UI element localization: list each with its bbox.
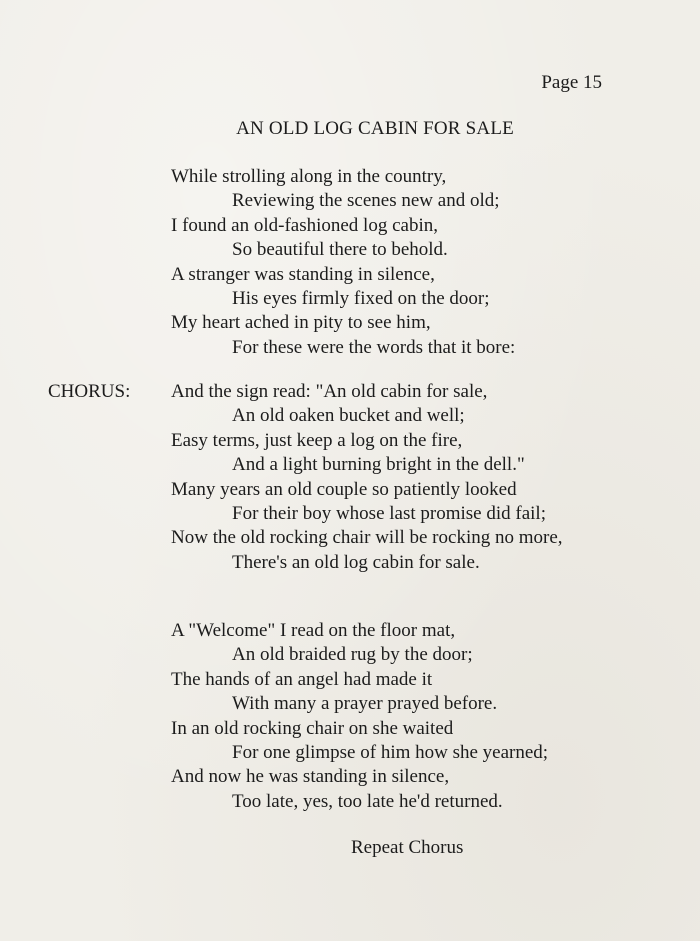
verse-line: His eyes firmly fixed on the door; — [232, 287, 490, 309]
chorus-line: And the sign read: "An old cabin for sale, — [171, 381, 488, 402]
verse-2 — [171, 619, 548, 814]
verse-1 — [171, 165, 515, 360]
verse-line: For one glimpse of him how she yearned; — [232, 741, 549, 763]
verse-line: With many a prayer prayed before. — [232, 693, 498, 715]
chorus-label: CHORUS: — [48, 381, 131, 402]
chorus-line: Now the old rocking chair will be rocking no more, — [171, 527, 563, 549]
chorus-line: An old oaken bucket and well; — [232, 405, 465, 427]
chorus — [171, 380, 563, 575]
chorus-line: And a light burning bright in the dell." — [232, 454, 525, 476]
verse-line: In an old rocking chair on she waited — [171, 717, 454, 739]
verse-line: Too late, yes, too late he'd returned. — [232, 790, 503, 812]
verse-line: While strolling along in the country, — [171, 166, 447, 187]
verse-line: A "Welcome" I read on the floor mat, — [171, 620, 456, 641]
verse-line: And now he was standing in silence, — [171, 766, 450, 788]
chorus-line: Easy terms, just keep a log on the fire, — [171, 429, 463, 451]
verse-line: A stranger was standing in silence, — [171, 263, 435, 285]
chorus-line: For their boy whose last promise did fail; — [232, 502, 546, 524]
verse-line: The hands of an angel had made it — [171, 668, 433, 690]
verse-line: An old braided rug by the door; — [232, 644, 473, 666]
verse-line: I found an old-fashioned log cabin, — [171, 214, 438, 236]
verse-line: Reviewing the scenes new and old; — [232, 190, 500, 212]
repeat-chorus-note: Repeat Chorus — [351, 837, 464, 858]
verse-line: For these were the words that it bore: — [232, 336, 516, 358]
verse-line: My heart ached in pity to see him, — [171, 312, 431, 334]
verse-line: So beautiful there to behold. — [232, 239, 448, 261]
chorus-line: Many years an old couple so patiently looked — [171, 478, 517, 500]
song-title: AN OLD LOG CABIN FOR SALE — [236, 118, 514, 139]
chorus-line: There's an old log cabin for sale. — [232, 551, 480, 573]
page-number: Page 15 — [541, 72, 602, 93]
